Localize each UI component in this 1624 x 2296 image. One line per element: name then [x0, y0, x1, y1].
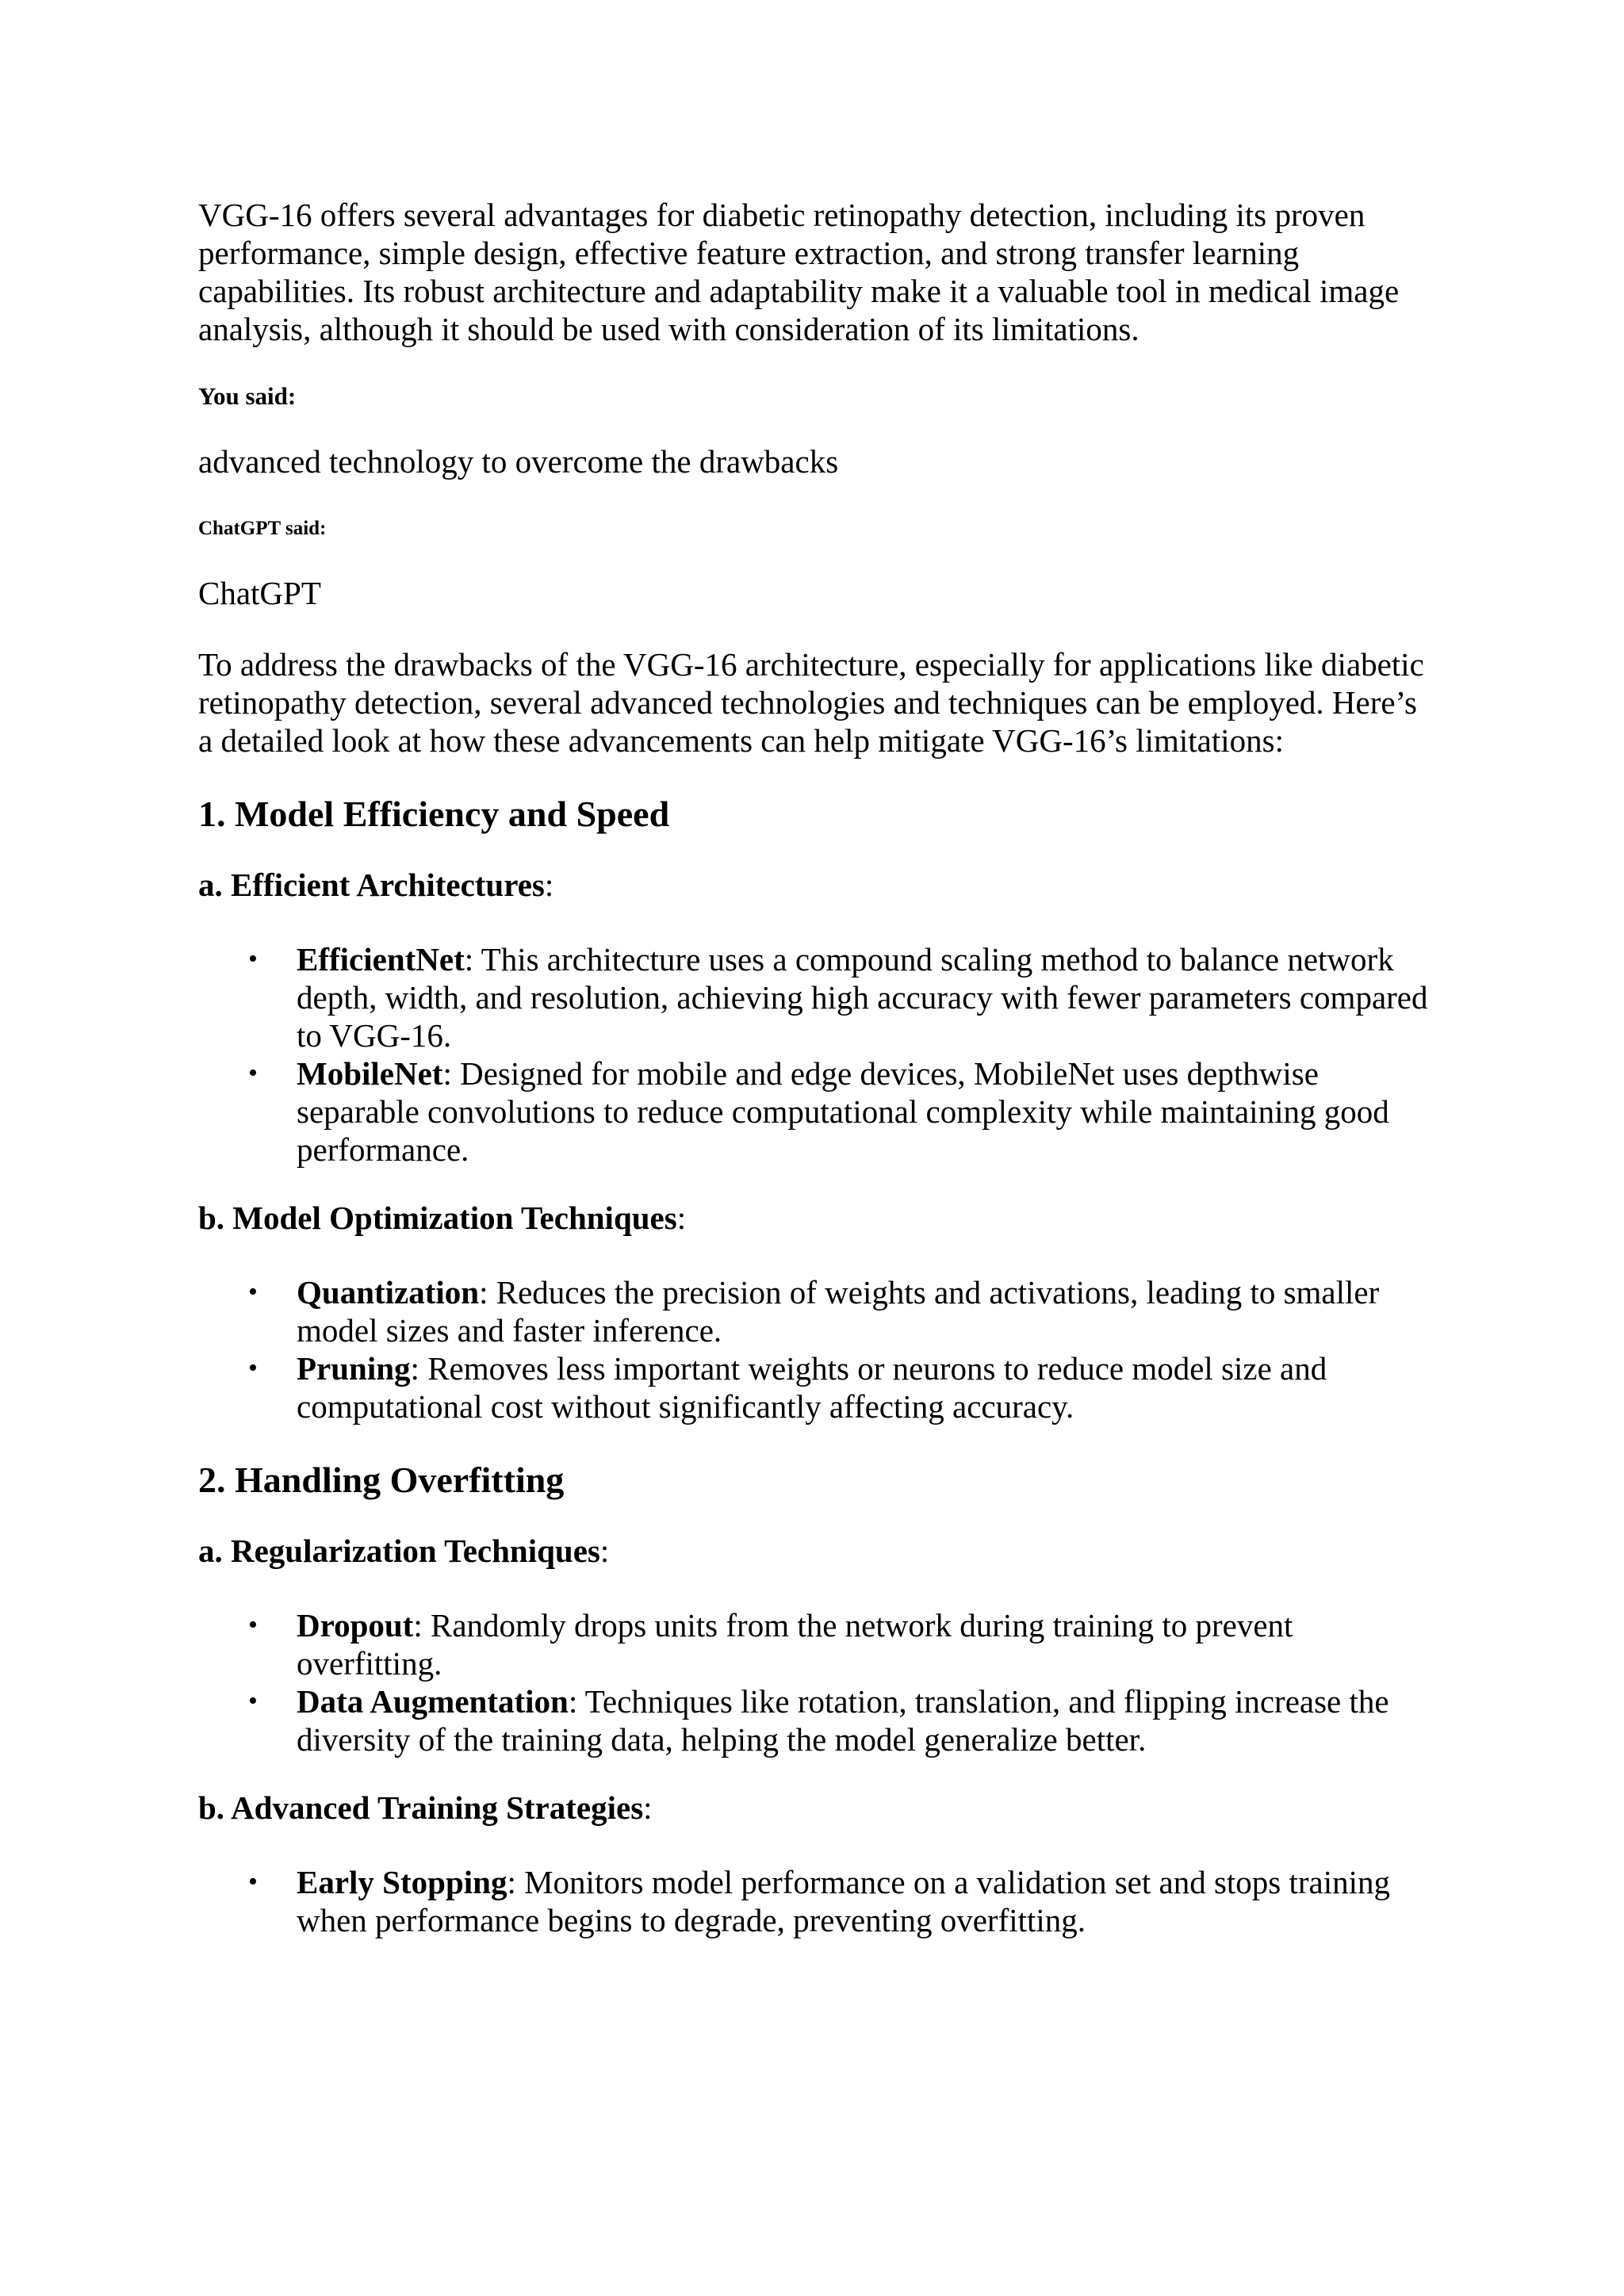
- section-title: 2. Handling Overfitting: [198, 1460, 565, 1500]
- list-item: [198, 940, 1435, 1054]
- bullet-list: [198, 1863, 1435, 1939]
- section-title: 1. Model Efficiency and Speed: [198, 794, 670, 834]
- bullet-list: [198, 940, 1435, 1169]
- list-item: [198, 1606, 1435, 1682]
- list-item: [198, 1349, 1435, 1425]
- bullet-icon: •: [248, 1867, 258, 1896]
- item-text: : Techniques like rotation, translation, and flipping increase the diversity of the training data, helping the model generalize better.: [297, 1683, 1389, 1758]
- user-label: You said:: [198, 382, 297, 410]
- sections-container: [198, 793, 1435, 1939]
- subsection-title: a. Efficient Architectures:: [198, 867, 554, 903]
- list-item: [198, 1054, 1435, 1169]
- item-text: : Monitors model performance on a validation set and stops training when performance begins to degrade, preventing overfitting.: [297, 1864, 1391, 1938]
- opening-paragraph: VGG-16 offers several advantages for diabetic retinopathy detection, including its proven performance, simple design, effective feature extraction, and strong transfer learning capabilities. Its robust architecture and adaptability make it a valuable tool in medical image analysis, although it should be used with consideration of its limitations.: [198, 197, 1400, 347]
- bullet-icon: •: [248, 1277, 258, 1307]
- list-item: [198, 1273, 1435, 1349]
- user-message: advanced technology to overcome the drawbacks: [198, 443, 839, 480]
- list-item: [198, 1863, 1435, 1939]
- section-model-efficiency: [198, 793, 1435, 1425]
- bullet-icon: •: [248, 1058, 258, 1088]
- bullet-icon: •: [248, 1610, 258, 1640]
- bullet-list: [198, 1606, 1435, 1758]
- item-term: MobileNet: [297, 1055, 443, 1092]
- item-text: : This architecture uses a compound scaling method to balance network depth, width, and resolution, achieving high accuracy with fewer parameters compared to VGG-16.: [297, 941, 1428, 1054]
- subsection-title: b. Advanced Training Strategies:: [198, 1789, 653, 1826]
- assistant-name: ChatGPT: [198, 575, 321, 611]
- item-term: Data Augmentation: [297, 1683, 569, 1720]
- bullet-list: [198, 1273, 1435, 1425]
- item-text: : Removes less important weights or neurons to reduce model size and computational cost without significantly affecting accuracy.: [297, 1350, 1327, 1425]
- item-term: Quantization: [297, 1274, 480, 1311]
- bullet-icon: •: [248, 1686, 258, 1716]
- subsection-title: a. Regularization Techniques:: [198, 1533, 610, 1569]
- subsection-title: b. Model Optimization Techniques:: [198, 1200, 687, 1236]
- item-term: EfficientNet: [297, 941, 465, 978]
- item-text: : Designed for mobile and edge devices, MobileNet uses depthwise separable convolutions to reduce computational complexity while maintaining good performance.: [297, 1055, 1389, 1168]
- bullet-icon: •: [248, 1353, 258, 1383]
- item-text: : Randomly drops units from the network during training to prevent overfitting.: [297, 1607, 1293, 1682]
- item-term: Dropout: [297, 1607, 414, 1644]
- bullet-icon: •: [248, 944, 258, 974]
- assistant-label: ChatGPT said:: [198, 518, 327, 539]
- item-term: Pruning: [297, 1350, 411, 1387]
- document-page: [198, 196, 1435, 1939]
- item-text: : Reduces the precision of weights and activations, leading to smaller model sizes and faster inference.: [297, 1274, 1380, 1349]
- item-term: Early Stopping: [297, 1864, 508, 1900]
- section-handling-overfitting: [198, 1459, 1435, 1939]
- list-item: [198, 1682, 1435, 1758]
- intro-paragraph: To address the drawbacks of the VGG-16 architecture, especially for applications like diabetic retinopathy detection, several advanced technologies and techniques can be employed. Here’s a detailed look at how these advancements can help mitigate VGG-16’s limitations:: [198, 646, 1424, 759]
